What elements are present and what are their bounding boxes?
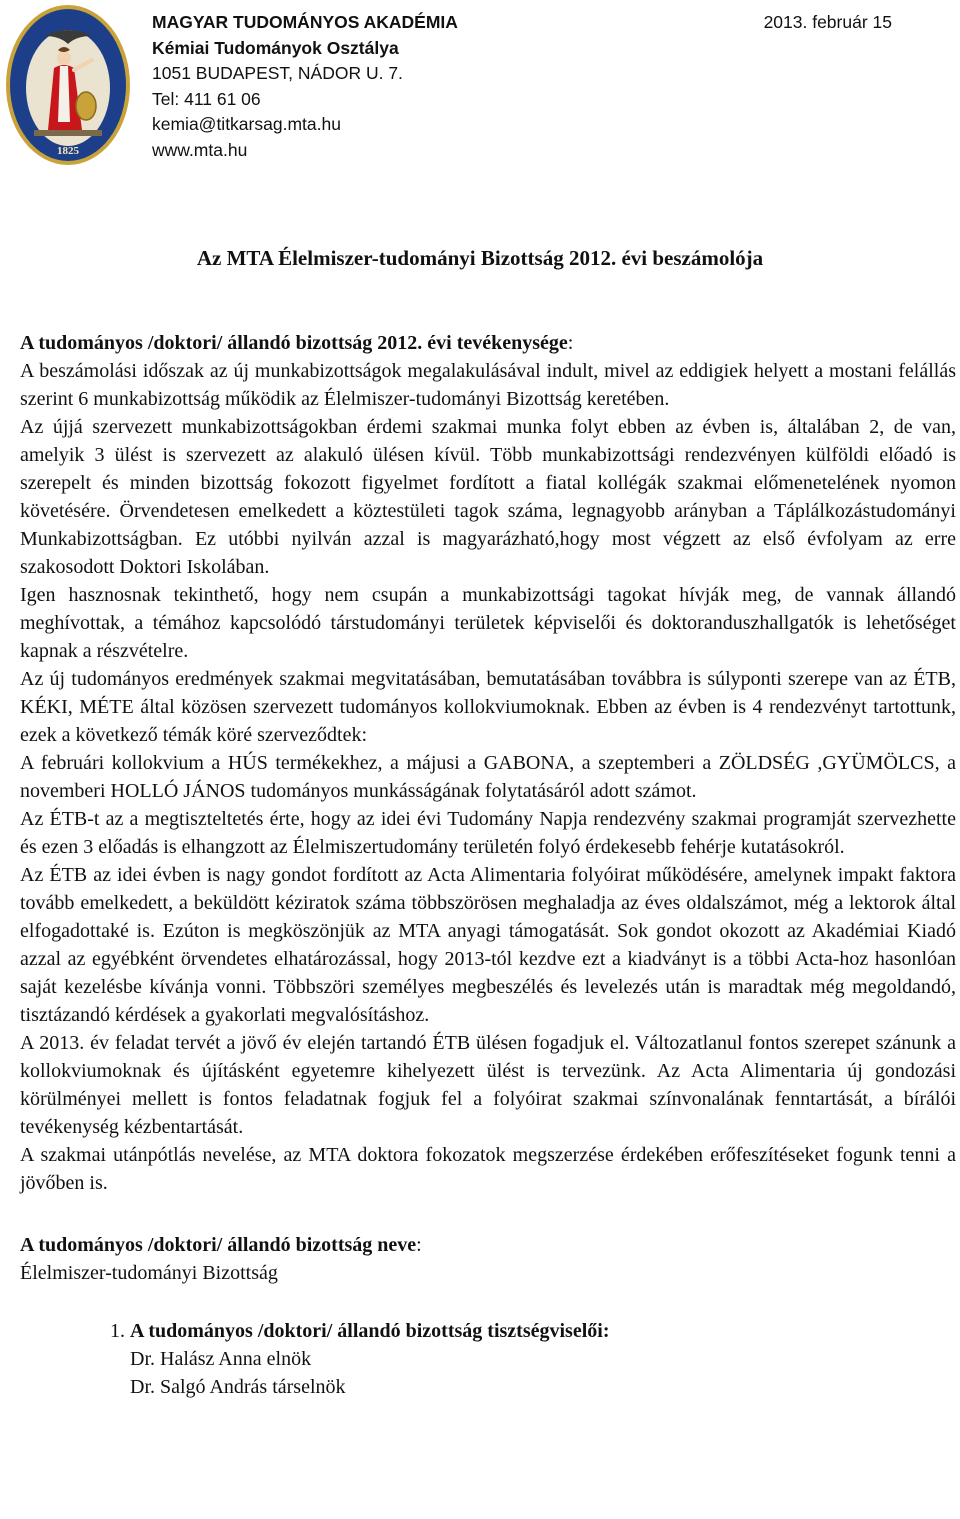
section-activity-heading xyxy=(20,329,956,357)
list-item xyxy=(130,1317,956,1401)
letter-date: 2013. február 15 xyxy=(763,12,892,32)
department: Kémiai Tudományok Osztálya xyxy=(152,37,399,58)
paragraph: Az új tudományos eredmények szakmai megvitatásában, bemutatásában továbbra is súlyponti szerepe van az ÉTB, KÉKI, MÉTE által közösen szervezett tudományos kollokviumoknak. Ebben az évben is 4 rendezvényt tartottunk, ezek a következő témák köré szerveződtek: xyxy=(20,668,956,746)
letterhead xyxy=(0,0,960,180)
paragraph: A szakmai utánpótlás nevelése, az MTA doktora fokozatok megszerzése érdekében erőfeszítéseket fogunk tenni a jövőben is. xyxy=(20,1144,956,1194)
officer-cochair: Dr. Salgó András társelnök xyxy=(130,1376,346,1398)
org-name: MAGYAR TUDOMÁNYOS AKADÉMIA xyxy=(152,12,458,32)
section-name-heading-text: A tudományos /doktori/ állandó bizottság neve xyxy=(20,1234,417,1256)
paragraph: Az ÉTB-t az a megtiszteltetés érte, hogy az idei évi Tudomány Napja rendezvény szakmai programját szervezhette és ezen 3 előadás is elhangzott az Élelmiszertudomány területén folyó érdekesebb fehérje kutatásokról. xyxy=(20,808,956,858)
paragraph: A februári kollokvium a HÚS termékekhez, a májusi a GABONA, a szeptemberi a ZÖLDSÉG ,GYÜMÖLCS, a novemberi HOLLÓ JÁNOS tudományos munkásságának folytatásáról adott számot. xyxy=(20,752,956,802)
document-body xyxy=(20,329,956,1401)
telephone: Tel: 411 61 06 xyxy=(152,88,261,109)
paragraph: A 2013. év feladat tervét a jövő év elején tartandó ÉTB ülésen fogadjuk el. Változatlanul fontos szerepet szánunk a kollokviumoknak és újításként egyetemre kihelyezett ülést is tervezünk. Az Acta Alimentaria új gondozási körülményei mellett is fontos feladatnak fogjuk fel a folyóirat szakmai színvonalának fenntartását, a bírálói tevékenység kézbentartását. xyxy=(20,1032,956,1138)
committee-name: Élelmiszer-tudományi Bizottság xyxy=(20,1262,278,1284)
officers-heading: A tudományos /doktori/ állandó bizottság tisztségviselői: xyxy=(130,1320,610,1342)
email: kemia@titkarsag.mta.hu xyxy=(152,114,341,134)
website: www.mta.hu xyxy=(152,139,248,160)
paragraph: Az újjá szervezett munkabizottságokban érdemi szakmai munka folyt ebben az évben is, általában 2, de van, amelyik 3 ülést is szervezett az alakuló ülésen kívül. Több munkabizottsági rendezvényen külföldi előadó is szerepelt és minden bizottság fokozott figyelmet fordított a fiatal kollégák szakmai előmenetelének nyomon követésére. Örvendetesen emelkedett a köztestületi tagok száma, legnagyobb arányban a Táplálkozástudományi Munkabizottságban. Ez utóbbi nyilván azzal is magyarázható,hogy most végzett az első évfolyam az erre szakosodott Doktori Iskolában. xyxy=(20,416,956,578)
officer-chair: Dr. Halász Anna elnök xyxy=(130,1348,312,1370)
section-name-heading xyxy=(20,1231,956,1259)
paragraph: A beszámolási időszak az új munkabizottságok megalakulásával indult, mivel az eddigiek helyett a mostani felállás szerint 6 munkabizottság működik az Élelmiszer-tudományi Bizottság keretében. xyxy=(20,360,956,410)
heading-colon: : xyxy=(416,1234,422,1256)
mta-seal-logo xyxy=(4,2,132,168)
section-activity-heading-text: A tudományos /doktori/ állandó bizottság 2012. évi tevékenysége xyxy=(20,332,568,354)
organization-block xyxy=(152,10,458,163)
address: 1051 BUDAPEST, NÁDOR U. 7. xyxy=(152,63,403,83)
paragraph: Igen hasznosnak tekinthető, hogy nem csupán a munkabizottsági tagokat hívják meg, de vannak állandó meghívottak, a témához kapcsolódó társtudományi területek képviselői és doktoranduszhallgatók is lehetőséget kapnak a részvételre. xyxy=(20,584,956,662)
heading-colon: : xyxy=(567,332,574,354)
paragraph: Az ÉTB az idei évben is nagy gondot fordított az Acta Alimentaria folyóirat működésére, amelynek impakt faktora tovább emelkedett, a beküldött kéziratok száma többszörösen meghaladja az éves oldalszámot, még a lektorok által elfogadottaké is. Ezúton is megköszönjük az MTA anyagi támogatását. Sok gondot okozott az Akadémiai Kiadó azzal az egyébként örvendetes elhatározással, hogy 2013-tól kezdve ezt a kiadványt is a többi Acta-hoz hasonlóan saját kezelésbe kívánja vonni. Többszöri személyes megbeszélés és levelezés után is maradtak még megoldandó, tisztázandó kérdések a gyakorlati megvalósításhoz. xyxy=(20,864,956,1026)
document-title: Az MTA Élelmiszer-tudományi Bizottság 2012. évi beszámolója xyxy=(196,246,764,270)
logo-year: 1825 xyxy=(57,145,79,157)
officers-list xyxy=(20,1317,956,1401)
